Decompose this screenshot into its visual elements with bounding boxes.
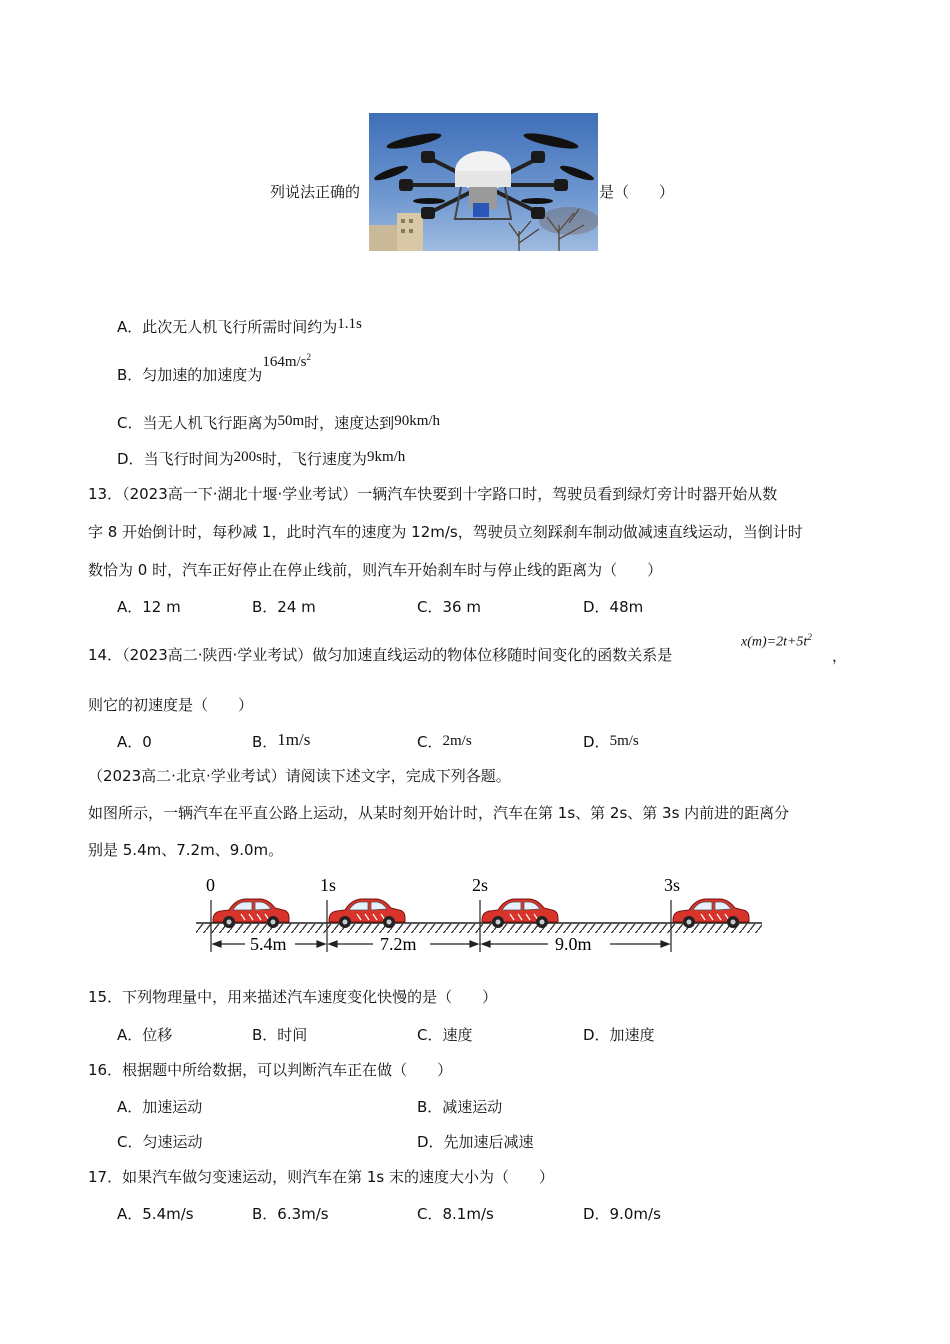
- q12-option-c: [117, 412, 440, 433]
- option-math-1: 50m: [277, 413, 305, 429]
- option-math-sup: 2: [306, 352, 311, 362]
- q16-option-b: B．减速运动: [417, 1098, 503, 1116]
- q16-stem: 16．根据题中所给数据，可以判断汽车正在做（ ）: [88, 1061, 453, 1079]
- option-math-2: 9km/h: [366, 449, 406, 465]
- q14-line-1: 14．（2023高二·陕西·学业考试）做匀加速直线运动的物体位移随时间变化的函数关系是: [88, 646, 673, 664]
- option-letter: A．: [117, 318, 143, 336]
- q14-comma: ，: [832, 647, 848, 665]
- q17-stem: 17．如果汽车做匀变速运动，则汽车在第 1s 末的速度大小为（ ）: [88, 1168, 554, 1186]
- option-text-2: 时，速度达到: [304, 414, 395, 432]
- option-text-2: 时，飞行速度为: [261, 450, 367, 468]
- q15-option-d: D．加速度: [583, 1026, 655, 1044]
- q13-option-c: C．36 m: [417, 598, 481, 616]
- q14-line-2: 则它的初速度是（ ）: [88, 696, 254, 714]
- time-label-0: 0: [206, 875, 215, 895]
- option-letter: C．: [117, 414, 143, 432]
- q14-option-c: C．2m/s: [417, 733, 472, 751]
- q13-option-b: B．24 m: [252, 598, 316, 616]
- q13-line-1: 13．（2023高一下·湖北十堰·学业考试）一辆汽车快要到十字路口时，驾驶员看到绿灯旁计时器开始从数: [88, 485, 778, 503]
- q17-option-c: C．8.1m/s: [417, 1205, 494, 1223]
- q14-option-d-value: 5m/s: [609, 733, 639, 749]
- q12-option-b: [117, 352, 311, 385]
- option-math-1: 200s: [233, 449, 262, 465]
- distance-label-2: 7.2m: [380, 934, 417, 954]
- option-math: 1.1s: [337, 316, 362, 332]
- option-text-1: 当无人机飞行距离为: [142, 414, 278, 432]
- q15-option-a: A．位移: [117, 1026, 173, 1044]
- q13-line-2: 字 8 开始倒计时，每秒减 1，此时汽车的速度为 12m/s，驾驶员立刻踩刹车制动做减速直线运动，当倒计时: [88, 523, 803, 541]
- option-text-1: 当飞行时间为: [143, 450, 234, 468]
- time-label-1: 1s: [320, 875, 337, 895]
- q12-stem-after: 是（ ）: [599, 183, 675, 201]
- group-text-2: 别是 5.4m、7.2m、9.0m。: [88, 841, 284, 859]
- q13-option-a: A．12 m: [117, 598, 181, 616]
- option-text: 匀加速的加速度为: [142, 366, 263, 384]
- q14-option-c-value: 2m/s: [442, 733, 472, 749]
- q13-option-d: D．48m: [583, 598, 644, 616]
- car-motion-figure: [190, 870, 770, 960]
- q12-stem-before: 列说法正确的: [270, 183, 361, 201]
- q12-option-a: [117, 316, 362, 337]
- distance-label-3: 9.0m: [555, 934, 592, 954]
- q12-option-d: [117, 448, 405, 469]
- q14-option-a: A．0: [117, 733, 152, 751]
- option-math-2: 90km/h: [394, 413, 441, 429]
- group-text-1: 如图所示，一辆汽车在平直公路上运动，从某时刻开始计时，汽车在第 1s、第 2s、第 3s 内前进的距离分: [88, 804, 790, 822]
- q15-option-c: C．速度: [417, 1026, 473, 1044]
- q14-formula-sup: 2: [807, 632, 812, 642]
- time-label-2: 2s: [472, 875, 489, 895]
- q14-option-d: D．5m/s: [583, 733, 639, 751]
- q13-line-3: 数恰为 0 时，汽车正好停止在停止线前，则汽车开始刹车时与停止线的距离为（ ）: [88, 561, 663, 579]
- group-intro: （2023高二·北京·学业考试）请阅读下述文字，完成下列各题。: [88, 767, 511, 785]
- option-letter: B．: [117, 366, 143, 384]
- time-label-3: 3s: [664, 875, 681, 895]
- q16-option-d: D．先加速后减速: [417, 1133, 534, 1151]
- distance-label-1: 5.4m: [250, 934, 287, 954]
- q17-option-d: D．9.0m/s: [583, 1205, 661, 1223]
- option-math: $164m/s^2$: [262, 352, 311, 370]
- q14-formula: $x(m)=2t+5t^2$: [741, 632, 812, 650]
- q17-option-a: A．5.4m/s: [117, 1205, 194, 1223]
- drone-photo: [369, 113, 598, 251]
- q14-option-b: B．1m/s: [252, 730, 311, 751]
- q17-option-b: B．6.3m/s: [252, 1205, 329, 1223]
- option-letter: D．: [117, 450, 144, 468]
- q16-option-c: C．匀速运动: [117, 1133, 203, 1151]
- q16-option-a: A．加速运动: [117, 1098, 203, 1116]
- option-text: 此次无人机飞行所需时间约为: [142, 318, 338, 336]
- q15-stem: 15．下列物理量中，用来描述汽车速度变化快慢的是（ ）: [88, 988, 498, 1006]
- q14-option-b-value: 1m/s: [277, 730, 311, 749]
- q15-option-b: B．时间: [252, 1026, 308, 1044]
